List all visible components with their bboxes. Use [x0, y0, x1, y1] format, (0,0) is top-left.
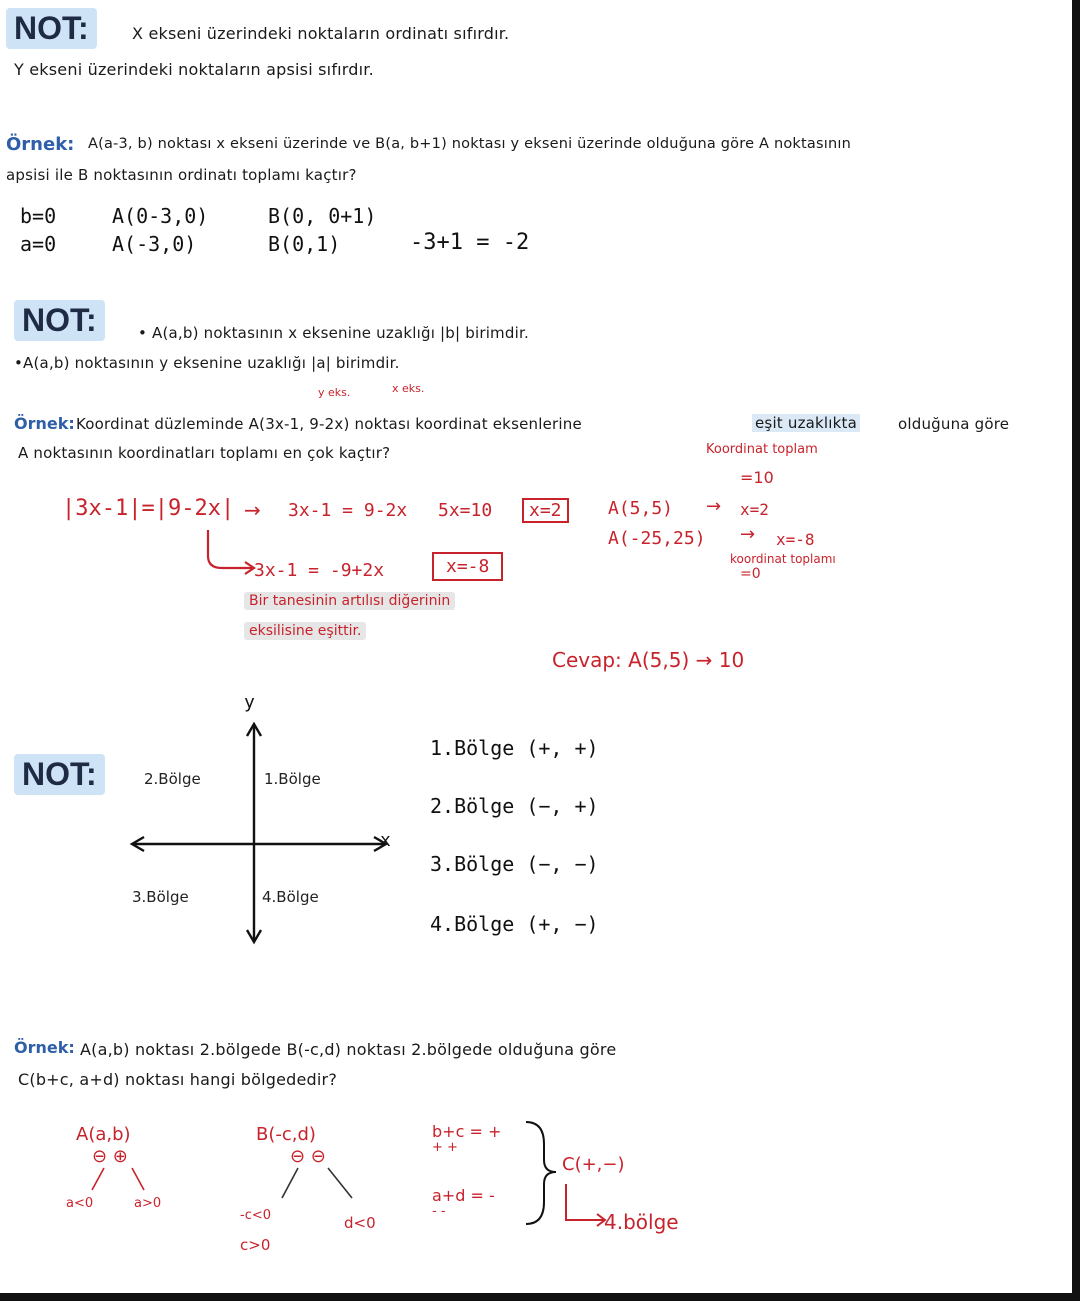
- example1-A-step1: A(0-3,0): [112, 204, 209, 228]
- quadrant-3-label: 3.Bölge: [132, 888, 189, 906]
- example3-A-signs: ⊖ ⊕: [92, 1146, 128, 1167]
- example3-result: C(+,−): [562, 1154, 625, 1175]
- note2-bullet1: • A(a,b) noktasının x eksenine uzaklığı |b| birimdir.: [138, 324, 529, 342]
- example2-case2: 3x-1 = -9+2x: [254, 560, 385, 581]
- example2-side-0: =0: [740, 566, 761, 582]
- example1-B-step2: B(0,1): [268, 232, 341, 256]
- arrow-right-icon: →: [740, 524, 756, 545]
- example3-bc: b+c = +: [432, 1122, 502, 1141]
- note1-line1: X ekseni üzerindeki noktaların ordinatı sıfırdır.: [132, 24, 510, 43]
- example3-B-signs: ⊖ ⊖: [290, 1146, 326, 1167]
- example3-B-point: B(-c,d): [256, 1124, 316, 1145]
- example2-side-title: Koordinat toplam: [706, 442, 818, 457]
- example3-d-lt: d<0: [344, 1214, 376, 1232]
- y-axis-label: y: [244, 692, 255, 713]
- branch-arrows-icon: [262, 1166, 372, 1206]
- quadrant-2-label: 2.Bölge: [144, 770, 201, 788]
- branch-arrow-icon: [200, 526, 260, 576]
- example1-b-zero: b=0: [20, 204, 57, 228]
- branch-arrows-icon: [70, 1166, 170, 1196]
- example2-xm8-box: x=-8: [432, 552, 503, 581]
- example2-x2-box: x=2: [522, 498, 569, 523]
- example3-a-lt: a<0: [66, 1196, 94, 1211]
- x-axis-label: x: [380, 830, 391, 851]
- example2-side-10: =10: [740, 468, 774, 487]
- arrow-right-icon: →: [706, 496, 722, 517]
- quadrant-rule: 3.Bölge (−, −): [430, 852, 599, 876]
- example3-neg-c: -c<0: [240, 1208, 272, 1223]
- quadrant-4-label: 4.Bölge: [262, 888, 319, 906]
- example2-5x: 5x=10: [438, 500, 493, 521]
- note1-line2: Y ekseni üzerindeki noktaların apsisi sıfırdır.: [14, 60, 374, 79]
- example2-question-line2: A noktasının koordinatları toplamı en çok kaçtır?: [18, 444, 391, 462]
- note1-label: NOT:: [6, 8, 97, 49]
- note3-label: NOT:: [14, 754, 105, 795]
- hook-arrow-icon: [560, 1182, 610, 1232]
- curly-brace-icon: [520, 1118, 560, 1228]
- example3-c-gt: c>0: [240, 1236, 271, 1254]
- example2-tag-xeks: x eks.: [392, 382, 425, 395]
- example2-question-post: olduğuna göre: [898, 415, 1010, 433]
- quadrant-1-label: 1.Bölge: [264, 770, 321, 788]
- note2-label: NOT:: [14, 300, 105, 341]
- example3-ad: a+d = -: [432, 1186, 495, 1205]
- example3-region: 4.bölge: [604, 1210, 679, 1234]
- example1-A-step2: A(-3,0): [112, 232, 197, 256]
- quadrant-rule: 2.Bölge (−, +): [430, 794, 599, 818]
- example3-A-point: A(a,b): [76, 1124, 131, 1145]
- example2-side-xm8: x=-8: [776, 530, 815, 549]
- example2-side-A2: A(-25,25): [608, 528, 706, 549]
- arrow-right-icon: →: [244, 498, 261, 522]
- example2-rule-line2: eksilisine eşittir.: [244, 622, 366, 640]
- example2-rule-line1: Bir tanesinin artılısı diğerinin: [244, 592, 455, 610]
- example2-side-x2: x=2: [740, 500, 769, 519]
- example3-question-line2: C(b+c, a+d) noktası hangi bölgededir?: [18, 1070, 338, 1089]
- example3-question-line1: A(a,b) noktası 2.bölgede B(-c,d) noktası 2.bölgede olduğuna göre: [80, 1040, 617, 1059]
- example3-bc-signs: + +: [432, 1140, 458, 1155]
- coordinate-axes: [128, 720, 398, 950]
- example2-tag-yeks: y eks.: [318, 386, 351, 399]
- example1-B-step1: B(0, 0+1): [268, 204, 377, 228]
- quadrant-rule: 1.Bölge (+, +): [430, 736, 599, 760]
- note2-bullet2: •A(a,b) noktasının y eksenine uzaklığı |a| birimdir.: [14, 354, 400, 372]
- example2-abs-equation: |3x-1|=|9-2x|: [62, 496, 235, 521]
- example2-label: Örnek:: [14, 414, 75, 433]
- example2-side-kt: koordinat toplamı: [730, 552, 836, 566]
- example1-question-line2: apsisi ile B noktasının ordinatı toplamı kaçtır?: [6, 166, 357, 184]
- example2-question-pre: Koordinat düzleminde A(3x-1, 9-2x) noktası koordinat eksenlerine: [76, 415, 582, 433]
- example2-side-A1: A(5,5): [608, 498, 674, 519]
- example2-answer: Cevap: A(5,5) → 10: [552, 648, 745, 672]
- example2-question-highlight: eşit uzaklıkta: [752, 414, 860, 432]
- example2-case1: 3x-1 = 9-2x: [288, 500, 408, 521]
- example3-ad-signs: - -: [432, 1204, 446, 1219]
- example3-a-gt: a>0: [134, 1196, 162, 1211]
- example1-sum: -3+1 = -2: [410, 230, 530, 255]
- example1-question-line1: A(a-3, b) noktası x ekseni üzerinde ve B(a, b+1) noktası y ekseni üzerinde olduğuna göre A noktasının: [88, 136, 851, 152]
- example1-a-zero: a=0: [20, 232, 57, 256]
- quadrant-rule: 4.Bölge (+, −): [430, 912, 599, 936]
- example1-label: Örnek:: [6, 134, 75, 155]
- example3-label: Örnek:: [14, 1038, 75, 1057]
